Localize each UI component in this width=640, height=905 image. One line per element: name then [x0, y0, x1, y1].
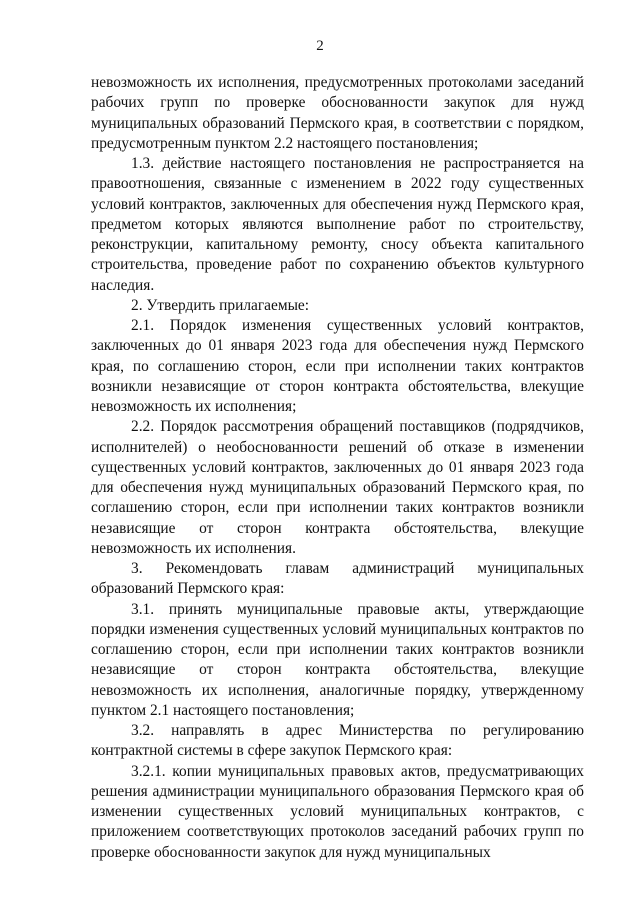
paragraph-3-2-1: 3.2.1. копии муниципальных правовых актов, предусматривающих решения администрации муниципального образования Пермского края об изменении существенных условий муниципальных контрактов, с приложением соответствующих протоколов заседаний рабочих групп по проверке обоснованности закупок для нужд муниципальных — [91, 762, 584, 861]
paragraph-3-2: 3.2. направлять в адрес Министерства по регулированию контрактной системы в сфере закупок Пермского края: — [91, 722, 584, 760]
document-body — [91, 73, 584, 863]
paragraph-2: 2. Утвердить прилагаемые: — [131, 296, 310, 314]
paragraph-2-2: 2.2. Порядок рассмотрения обращений поставщиков (подрядчиков, исполнителей) о необоснованности решений об отказе в изменении существенных условий контрактов, заключенных до 01 января 2023 года для обеспечения нужд муниципальных образований Пермского края, по соглашению сторон, если при исполнении таких контрактов возникли независящие от сторон контракта обстоятельства, влекущие невозможность их исполнения. — [91, 418, 584, 557]
paragraph-2-1: 2.1. Порядок изменения существенных условий контрактов, заключенных до 01 января 2023 года для обеспечения нужд Пермского края, по соглашению сторон, если при исполнении таких контрактов возникли независящие от сторон контракта обстоятельства, влекущие невозможность их исполнения; — [91, 317, 584, 415]
paragraph-3-1: 3.1. принять муниципальные правовые акты, утверждающие порядки изменения существенных условий муниципальных контрактов по соглашению сторон, если при исполнении таких контрактов возникли независящие от сторон контракта обстоятельства, влекущие невозможность их исполнения, аналогичные порядку, утвержденному пунктом 2.1 настоящего постановления; — [91, 600, 584, 719]
paragraph-1-3: 1.3. действие настоящего постановления не распространяется на правоотношения, связанные с изменением в 2022 году существенных условий контрактов, заключенных для обеспечения нужд Пермского края, предметом которых являются выполнение работ по строительству, реконструкции, капитальному ремонту, сносу объекта капитального строительства, проведение работ по сохранению объектов культурного наследия. — [91, 155, 584, 294]
paragraph-continuation: невозможность их исполнения, предусмотренных протоколами заседаний рабочих групп по проверке обоснованности закупок для нужд муниципальных образований Пермского края, в соответствии с порядком, предусмотренным пунктом 2.2 настоящего постановления; — [91, 74, 584, 152]
page-number: 2 — [316, 38, 324, 54]
paragraph-3: 3. Рекомендовать главам администраций муниципальных образований Пермского края: — [91, 560, 584, 598]
